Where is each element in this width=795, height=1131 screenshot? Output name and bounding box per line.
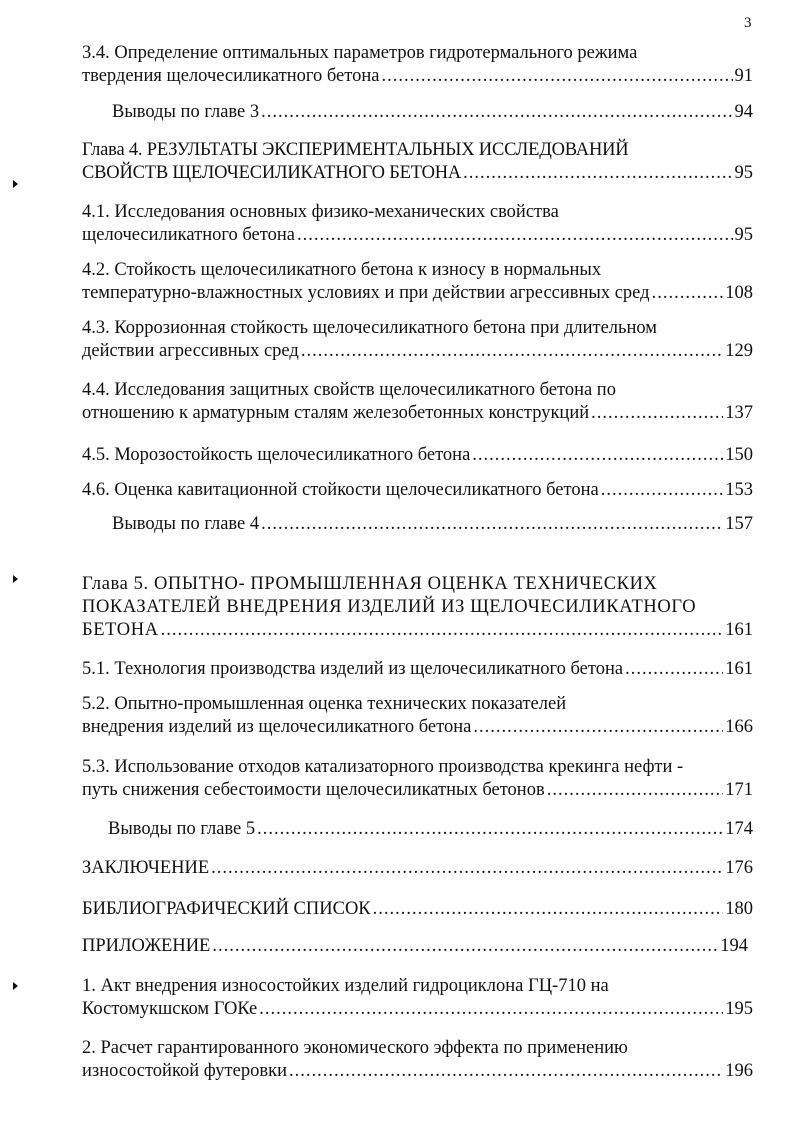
toc-entry-page: 129 <box>725 341 753 361</box>
toc-entry-3-4 <box>82 42 753 88</box>
toc-entry-last-line <box>82 65 753 88</box>
toc-entry-page: 180 <box>725 899 753 919</box>
toc-entry-page: 94 <box>734 102 753 122</box>
toc-entry-page: 95 <box>734 225 753 245</box>
toc-entry-line: 4.3. Коррозионная стойкость щелочесиликатного бетона при длительном <box>82 318 657 338</box>
toc-entry-last-line <box>82 779 753 802</box>
toc-entry-page: 150 <box>725 445 753 465</box>
toc-entry-text: БИБЛИОГРАФИЧЕСКИЙ СПИСОК <box>82 899 371 919</box>
toc-entry-line: 4.2. Стойкость щелочесиликатного бетона к износу в нормальных <box>82 260 602 280</box>
toc-entry-conclusions-5 <box>108 818 753 841</box>
toc-entry-text: СВОЙСТВ ЩЕЛОЧЕСИЛИКАТНОГО БЕТОНА <box>82 163 462 183</box>
toc-entry-text: внедрения изделий из щелочесиликатного бетона <box>82 717 472 737</box>
toc-entry-text: 4.6. Оценка кавитационной стойкости щелочесиликатного бетона <box>82 480 599 500</box>
toc-entry-page: 157 <box>725 514 753 534</box>
toc-entry-4-2 <box>82 259 753 305</box>
toc-entry-line: 2. Расчет гарантированного экономического эффекта по применению <box>82 1038 628 1058</box>
toc-entry-text: Костомукшском ГОКе <box>82 999 258 1019</box>
dot-leader <box>301 340 723 363</box>
toc-entry-text: ПРИЛОЖЕНИЕ <box>82 936 211 956</box>
toc-entry-line: 1. Акт внедрения износостойких изделий гидроциклона ГЦ-710 на <box>82 976 609 996</box>
toc-entry-last-line <box>82 479 753 502</box>
dot-leader <box>257 818 723 841</box>
toc-entry-4-6 <box>82 479 753 502</box>
dot-leader <box>625 658 723 681</box>
toc-entry-text: отношению к арматурным сталям железобетонных конструкций <box>82 403 590 423</box>
toc-entry-conclusions-4 <box>112 513 753 536</box>
toc-entry-text: Выводы по главе 5 <box>108 819 256 839</box>
dot-leader <box>259 998 723 1021</box>
toc-entry-4-3 <box>82 317 753 363</box>
toc-entry-page: 171 <box>725 780 753 800</box>
toc-entry-page: 108 <box>725 283 753 303</box>
dot-leader <box>297 224 733 247</box>
margin-marker <box>13 982 18 990</box>
dot-leader <box>652 282 724 305</box>
toc-entry-text: щелочесиликатного бетона <box>82 225 295 245</box>
toc-entry-text: 4.5. Морозостойкость щелочесиликатного бетона <box>82 445 471 465</box>
dot-leader <box>591 402 723 425</box>
dot-leader <box>212 935 718 958</box>
toc-entry-page: 161 <box>725 620 753 640</box>
toc-entry-text: 5.1. Технология производства изделий из щелочесиликатного бетона <box>82 659 624 679</box>
toc-entry-page: 161 <box>725 659 753 679</box>
toc-entry-line: 5.3. Использование отходов катализаторного производства крекинга нефти - <box>82 757 684 777</box>
dot-leader <box>472 444 723 467</box>
toc-entry-5-3 <box>82 756 753 802</box>
toc-entry-last-line <box>82 402 753 425</box>
toc-entry-page: 153 <box>725 480 753 500</box>
toc-entry-text: БЕТОНА <box>82 620 159 640</box>
toc-entry-page: 137 <box>725 403 753 423</box>
toc-entry-4-5 <box>82 444 753 467</box>
toc-entry-bibliography <box>82 898 753 921</box>
toc-entry-page: 194 <box>720 936 748 956</box>
toc-entry-appendix-1 <box>82 975 753 1021</box>
toc-entry-last-line <box>82 619 753 642</box>
dot-leader <box>473 716 723 739</box>
toc-entry-last-line <box>82 998 753 1021</box>
dot-leader <box>261 101 732 124</box>
dot-leader <box>601 479 724 502</box>
toc-entry-text: действии агрессивных сред <box>82 341 299 361</box>
toc-entry-5-2 <box>82 693 753 739</box>
toc-entry-chapter-4 <box>82 139 753 185</box>
toc-entry-5-1 <box>82 658 753 681</box>
toc-entry-text: Выводы по главе 4 <box>112 514 260 534</box>
toc-entry-appendix <box>82 935 748 958</box>
toc-entry-last-line <box>112 101 753 124</box>
toc-entry-chapter-5 <box>82 573 753 642</box>
dot-leader <box>289 1060 723 1083</box>
toc-entry-text: Выводы по главе 3 <box>112 102 260 122</box>
toc-entry-appendix-2 <box>82 1037 753 1083</box>
toc-entry-page: 174 <box>725 819 753 839</box>
toc-entry-page: 95 <box>734 163 753 183</box>
toc-entry-conclusions-3 <box>112 101 753 124</box>
margin-marker <box>13 575 18 583</box>
toc-entry-last-line <box>82 857 753 880</box>
toc-entry-last-line <box>82 898 753 921</box>
toc-entry-last-line <box>82 224 753 247</box>
page-number: 3 <box>744 15 752 31</box>
toc-entry-conclusion <box>82 857 753 880</box>
toc-entry-line: 5.2. Опытно-промышленная оценка технических показателей <box>82 694 567 714</box>
toc-entry-last-line <box>82 444 753 467</box>
dot-leader <box>161 619 724 642</box>
toc-entry-4-1 <box>82 201 753 247</box>
dot-leader <box>261 513 723 536</box>
dot-leader <box>373 898 724 921</box>
toc-entry-last-line <box>82 935 748 958</box>
toc-entry-line: 4.4. Исследования защитных свойств щелочесиликатного бетона по <box>82 380 616 400</box>
toc-entry-last-line <box>108 818 753 841</box>
toc-entry-text: износостойкой футеровки <box>82 1061 287 1081</box>
toc-entry-4-4 <box>82 379 753 425</box>
toc-entry-last-line <box>82 716 753 739</box>
toc-entry-last-line <box>82 282 753 305</box>
toc-entry-last-line <box>82 162 753 185</box>
toc-entry-line: 4.1. Исследования основных физико-механических свойства <box>82 202 559 222</box>
toc-entry-page: 176 <box>725 858 753 878</box>
toc-entry-page: 195 <box>725 999 753 1019</box>
toc-entry-page: 196 <box>725 1061 753 1081</box>
toc-entry-text: путь снижения себестоимости щелочесиликатных бетонов <box>82 780 545 800</box>
margin-marker <box>13 180 18 188</box>
toc-entry-last-line <box>82 1060 753 1083</box>
dot-leader <box>463 162 732 185</box>
toc-entry-line: Глава 4. РЕЗУЛЬТАТЫ ЭКСПЕРИМЕНТАЛЬНЫХ ИССЛЕДОВАНИЙ <box>82 140 629 160</box>
dot-leader <box>211 857 723 880</box>
toc-entry-last-line <box>82 340 753 363</box>
dot-leader <box>381 65 732 88</box>
toc-entry-last-line <box>82 658 753 681</box>
toc-entry-text: твердения щелочесиликатного бетона <box>82 66 380 86</box>
toc-entry-line: ПОКАЗАТЕЛЕЙ ВНЕДРЕНИЯ ИЗДЕЛИЙ ИЗ ЩЕЛОЧЕСИЛИКАТНОГО <box>82 597 697 617</box>
toc-entry-page: 166 <box>725 717 753 737</box>
toc-entry-line: 3.4. Определение оптимальных параметров гидротермального режима <box>82 43 638 63</box>
toc-entry-last-line <box>112 513 753 536</box>
toc-entry-page: 91 <box>734 66 753 86</box>
toc-entry-text: ЗАКЛЮЧЕНИЕ <box>82 858 210 878</box>
toc-entry-text: температурно-влажностных условиях и при действии агрессивных сред <box>82 283 650 303</box>
dot-leader <box>547 779 724 802</box>
toc-entry-line: Глава 5. ОПЫТНО- ПРОМЫШЛЕННАЯ ОЦЕНКА ТЕХНИЧЕСКИХ <box>82 574 658 594</box>
